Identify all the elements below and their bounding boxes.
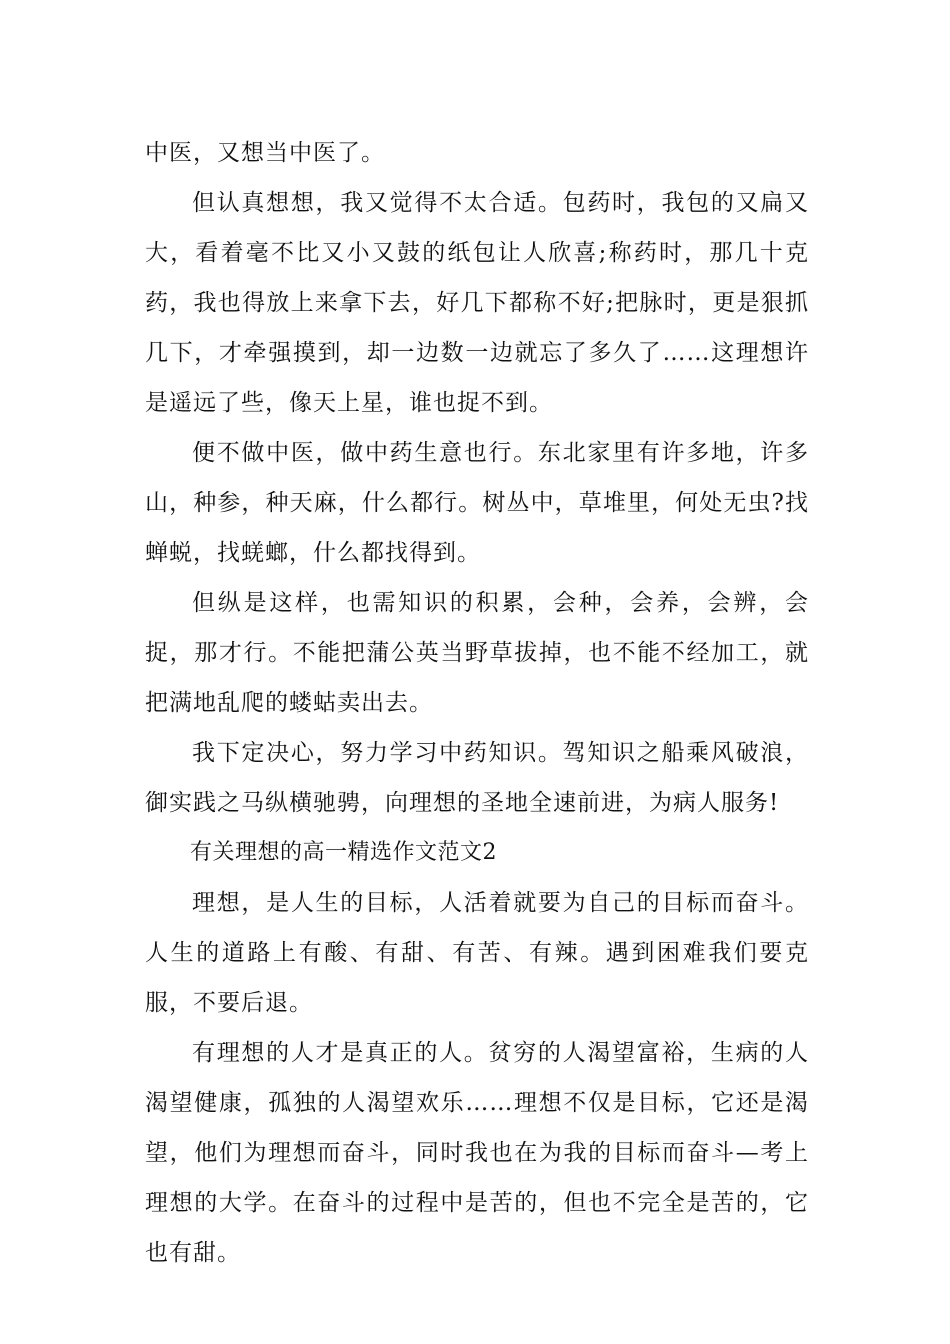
paragraph: 便不做中医，做中药生意也行。东北家里有许多地，许多山，种参，种天麻，什么都行。树丛中，草堆里，何处无虫?找蝉蜕，找蜣螂，什么都找得到。 — [145, 440, 809, 566]
document-body — [145, 128, 809, 1278]
paragraph: 我下定决心，努力学习中药知识。驾知识之船乘风破浪，御实践之马纵横驰骋，向理想的圣地全速前进，为病人服务! — [145, 740, 809, 816]
paragraph: 有理想的人才是真正的人。贫穷的人渴望富裕，生病的人渴望健康，孤独的人渴望欢乐……理想不仅是目标，它还是渴望，他们为理想而奋斗，同时我也在为我的目标而奋斗—考上理想的大学。在奋斗的过程中是苦的，但也不完全是苦的，它也有甜。 — [145, 1040, 809, 1266]
paragraph-continued: 中医，又想当中医了。 — [145, 140, 385, 166]
paragraph: 但纵是这样，也需知识的积累，会种，会养，会辨，会捉，那才行。不能把蒲公英当野草拔掉，也不能不经加工，就把满地乱爬的蝼蛄卖出去。 — [145, 590, 809, 716]
paragraph: 理想，是人生的目标，人活着就要为自己的目标而奋斗。人生的道路上有酸、有甜、有苦、有辣。遇到困难我们要克服，不要后退。 — [145, 890, 809, 1016]
paragraph: 但认真想想，我又觉得不太合适。包药时，我包的又扁又大，看着毫不比又小又鼓的纸包让人欣喜;称药时，那几十克药，我也得放上来拿下去，好几下都称不好;把脉时，更是狠抓几下，才牵强摸到，却一边数一边就忘了多久了……这理想许是遥远了些，像天上星，谁也捉不到。 — [145, 190, 809, 416]
section-heading: 有关理想的高一精选作文范文2 — [190, 840, 497, 865]
